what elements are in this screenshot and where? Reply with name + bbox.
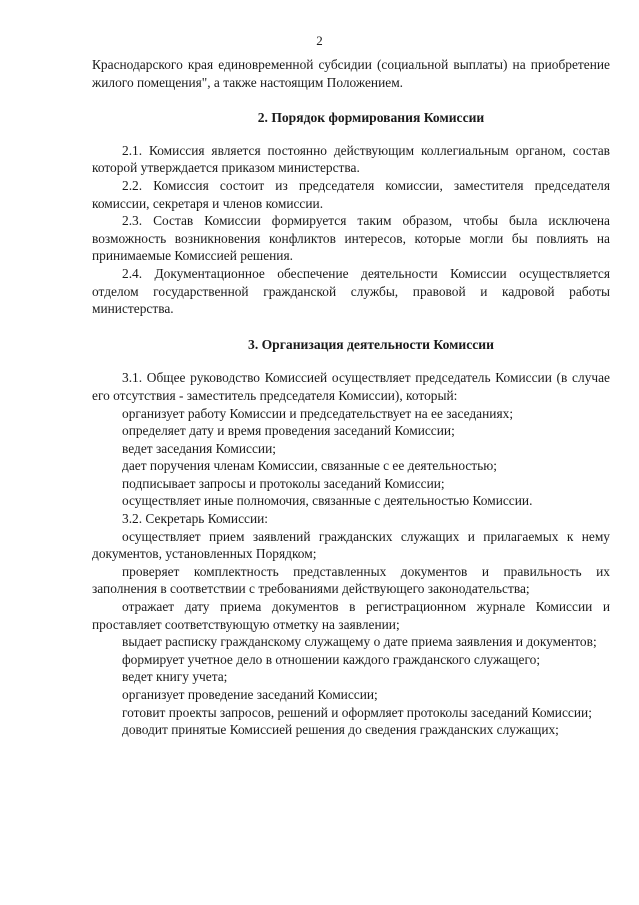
clause-3-1: 3.1. Общее руководство Комиссией осуществляет председатель Комиссии (в случае его отсутствия - заместитель председателя Комиссии), который: bbox=[92, 370, 610, 403]
chair-duty: осуществляет иные полномочия, связанные с деятельностью Комиссии. bbox=[122, 493, 533, 509]
chair-duty: определяет дату и время проведения заседаний Комиссии; bbox=[122, 423, 455, 439]
clause-2-2: 2.2. Комиссия состоит из председателя комиссии, заместителя председателя комиссии, секретаря и членов комиссии. bbox=[92, 177, 610, 211]
page-number: 2 bbox=[316, 33, 323, 48]
secretary-duty: готовит проекты запросов, решений и оформляет протоколы заседаний Комиссии; bbox=[122, 704, 592, 720]
chair-duty: подписывает запросы и протоколы заседаний Комиссии; bbox=[122, 475, 445, 491]
secretary-duty: проверяет комплектность представленных документов и правильность их заполнения в соответствии с требованиями действующего законодательства; bbox=[92, 563, 610, 597]
secretary-duty: осуществляет прием заявлений гражданских служащих и прилагаемых к нему документов, установленных Порядком; bbox=[92, 528, 610, 562]
clause-3-2: 3.2. Секретарь Комиссии: bbox=[122, 511, 269, 527]
secretary-duty: доводит принятые Комиссией решения до сведения гражданских служащих; bbox=[122, 722, 559, 738]
chair-duty: организует работу Комиссии и председательствует на ее заседаниях; bbox=[122, 405, 514, 421]
secretary-duty: ведет книгу учета; bbox=[122, 669, 228, 685]
chair-duty: ведет заседания Комиссии; bbox=[122, 440, 276, 456]
chair-duty: дает поручения членам Комиссии, связанные с ее деятельностью; bbox=[122, 458, 497, 474]
secretary-duty: формирует учетное дело в отношении каждого гражданского служащего; bbox=[122, 651, 541, 667]
intro-paragraph: Краснодарского края единовременной субсидии (социальной выплаты) на приобретение жилого помещения", а также настоящим Положением. bbox=[92, 57, 610, 90]
secretary-duty: организует проведение заседаний Комиссии; bbox=[122, 687, 378, 702]
document-body bbox=[92, 56, 610, 739]
secretary-duty: отражает дату приема документов в регистрационном журнале Комиссии и проставляет соответствующую отметку на заявлении; bbox=[92, 599, 610, 632]
clause-2-4: 2.4. Документационное обеспечение деятельности Комиссии осуществляется отделом государственной гражданской службы, правовой и кадровой работы министерства. bbox=[92, 265, 610, 317]
section-3-heading: 3. Организация деятельности Комиссии bbox=[248, 336, 494, 352]
clause-2-1: 2.1. Комиссия является постоянно действующим коллегиальным органом, состав которой утверждается приказом министерства. bbox=[92, 142, 610, 176]
section-2-heading: 2. Порядок формирования Комиссии bbox=[257, 110, 485, 126]
clause-2-3: 2.3. Состав Комиссии формируется таким образом, чтобы была исключена возможность возникновения конфликтов интересов, которые могли бы повлиять на принимаемые Комиссией решения. bbox=[92, 213, 610, 264]
secretary-duty: выдает расписку гражданскому служащему о дате приема заявления и документов; bbox=[122, 634, 597, 650]
